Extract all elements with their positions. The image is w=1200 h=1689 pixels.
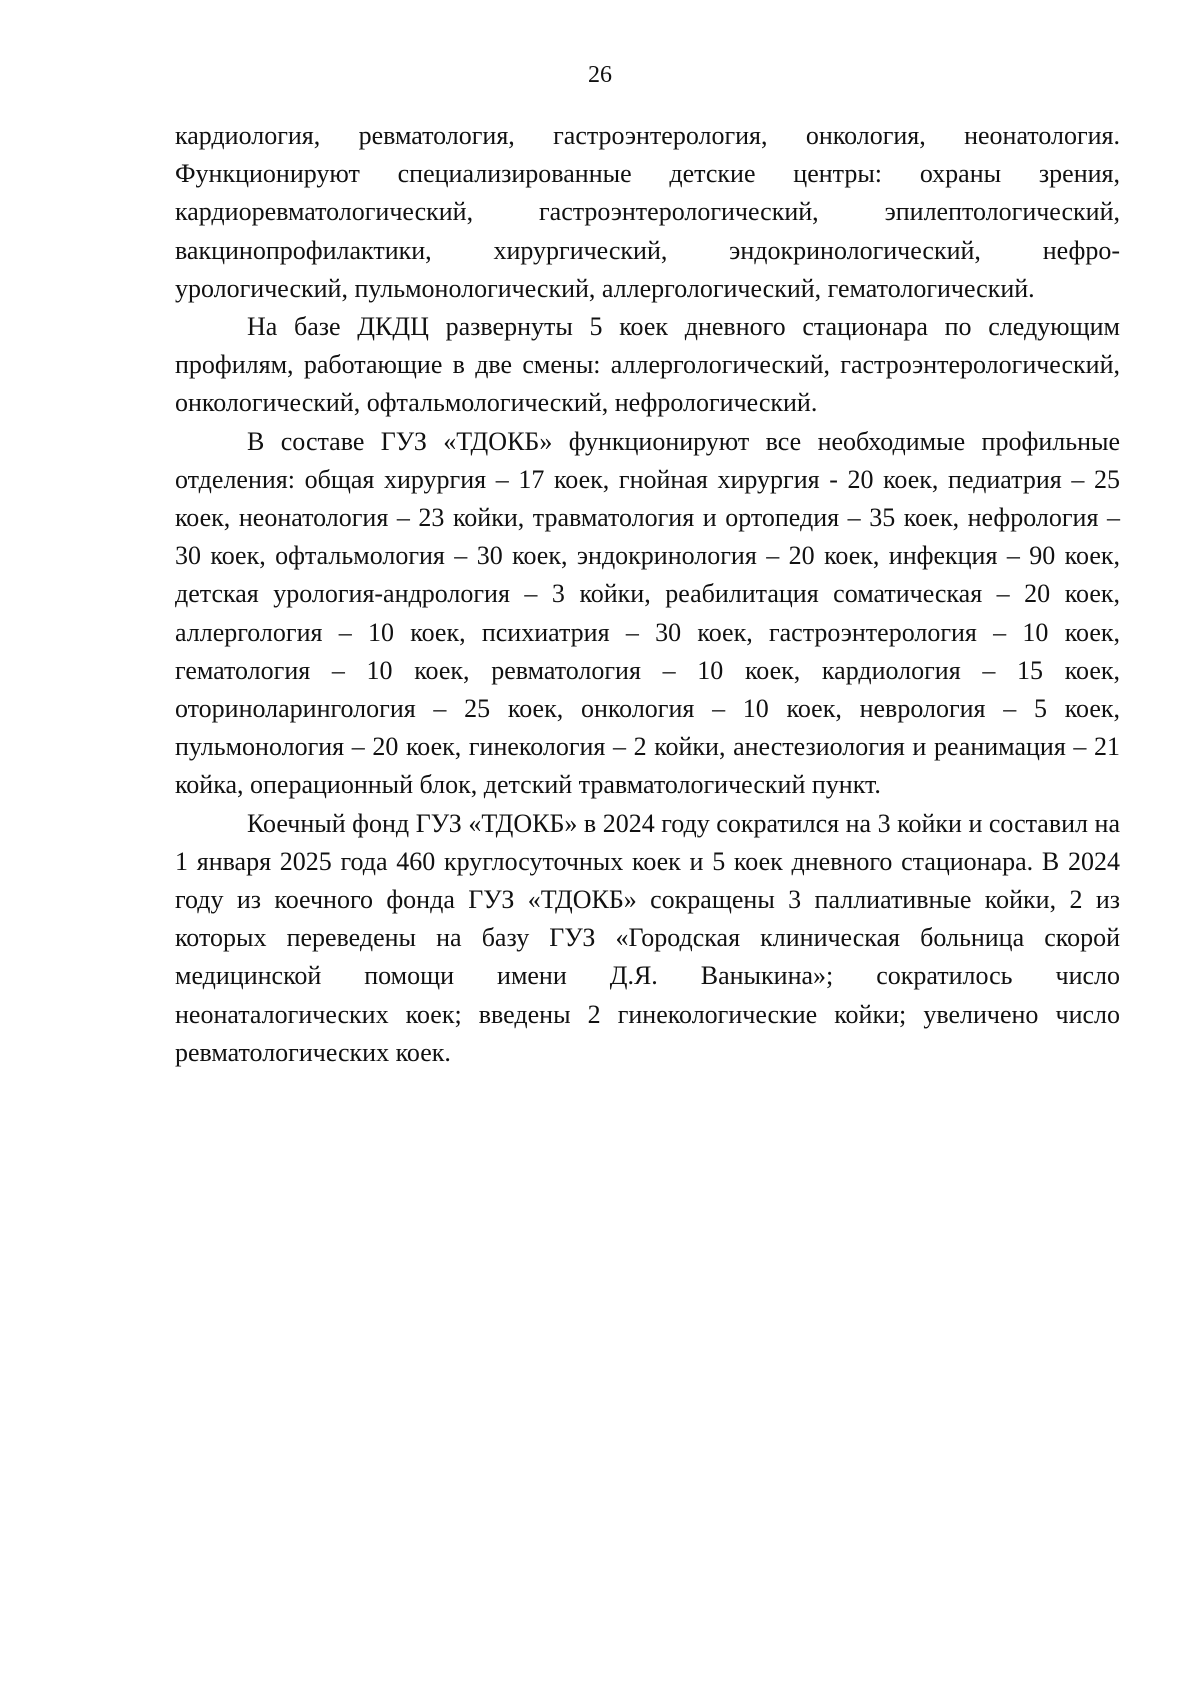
paragraph-specialties: кардиология, ревматология, гастроэнтерология, онкология, неонатология. Функционируют специализированные детские центры: охраны зрения, кардиоревматологический, гастроэнтерологический, эпилептологический, вакцинопрофилактики, хирургический, эндокринологический, нефро-урологический, пульмонологический, аллергологический, гематологический. <box>175 121 1120 303</box>
document-body <box>175 117 1120 1072</box>
paragraph-bed-fund: Коечный фонд ГУЗ «ТДОКБ» в 2024 году сократился на 3 койки и составил на 1 января 2025 года 460 круглосуточных коек и 5 коек дневного стационара. В 2024 году из коечного фонда ГУЗ «ТДОКБ» сокращены 3 паллиативные койки, 2 из которых переведены на базу ГУЗ «Городская клиническая больница скорой медицинской помощи имени Д.Я. Ваныкина»; сократилось число неонаталогических коек; введены 2 гинекологические койки; увеличено число ревматологических коек. <box>175 808 1120 1067</box>
paragraph-departments: В составе ГУЗ «ТДОКБ» функционируют все необходимые профильные отделения: общая хирургия – 17 коек, гнойная хирургия - 20 коек, педиатрия – 25 коек, неонатология – 23 койки, травматология и ортопедия – 35 коек, нефрология – 30 коек, офтальмология – 30 коек, эндокринология – 20 коек, инфекция – 90 коек, детская урология-андрология – 3 койки, реабилитация соматическая – 20 коек, аллергология – 10 коек, психиатрия – 30 коек, гастроэнтерология – 10 коек, гематология – 10 коек, ревматология – 10 коек, кардиология – 15 коек, оториноларингология – 25 коек, онкология – 10 коек, неврология – 5 коек, пульмонология – 20 коек, гинекология – 2 койки, анестезиология и реанимация – 21 койка, операционный блок, детский травматологический пункт. <box>175 426 1120 800</box>
page-number: 26 <box>588 62 612 88</box>
paragraph-day-hospital: На базе ДКДЦ развернуты 5 коек дневного стационара по следующим профилям, работающие в две смены: аллергологический, гастроэнтерологический, онкологический, офтальмологический, нефрологический. <box>175 312 1120 418</box>
